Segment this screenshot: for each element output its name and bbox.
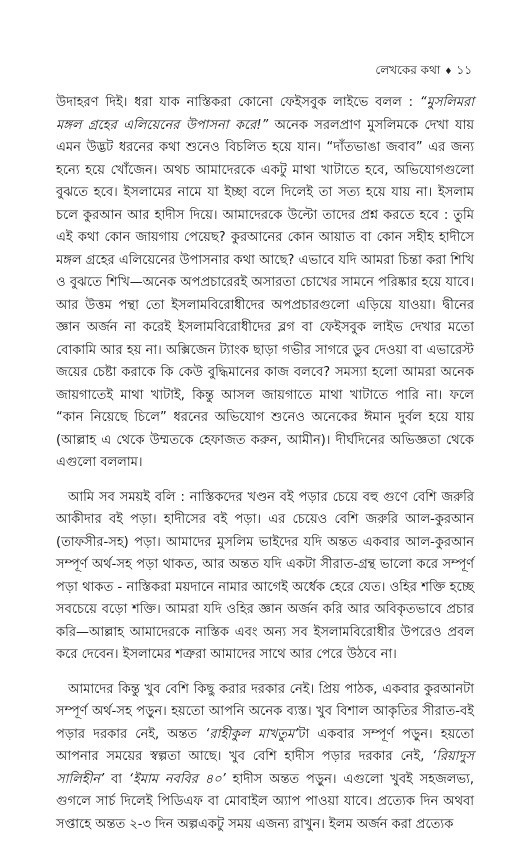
text-run: অনেক সরলপ্রাণ মুসলিমকে দেখা যায় এমন উদ্ভট ধরনের কথা শুনেও বিচলিত হয়ে যান। “দাঁতভাঙা জবাব” এর জন্য হন্যে হয়ে খোঁজেন। অথচ আমাদেরকে একটু মাথা খাটাতে হবে, অভিযোগগুলো বুঝতে হবে। ইসলামের নামে যা ইচ্ছা বলে দিলেই তা সত্য হয়ে যায় না। ইসলাম চলে কুরআন আর হাদীস দিয়ে। আমাদেরকে উল্টো তাদের প্রশ্ন করতে হবে : তুমি এই কথা কোন জায়গায় পেয়েছ? কুরআনের কোন আয়াত বা কোন সহীহ হাদীসে মঙ্গল গ্রহের এলিয়েনের উপাসনার কথা আছে? এভাবে যদি আমরা চিন্তা করা শিখি ও বুঝতে শিখি—অনেক অপপ্রচারেরই অসারতা চোখের সামনে পরিষ্কার হয়ে যাবে। আর উত্তম পন্থা তো ইসলামবিরোধীদের অপপ্রচারগুলো এড়িয়ে যাওয়া। দ্বীনের জ্ঞান অর্জন না করেই ইসলামবিরোধীদের ব্লগ বা ফেইসবুক লাইভ দেখার মতো বোকামি আর হয় না। অক্সিজেন ট্যাংক ছাড়া গভীর সাগরে ডুব দেওয়া বা এভারেস্ট জয়ের চেষ্টা করাকে কি কেউ বুদ্ধিমানের কাজ বলবে? সমস্যা হলো আমরা অনেক জায়গাতেই মাথা খাটাই, কিন্তু আসল জায়গাতে মাথা খাটাতে পারি না। ফলে “কান নিয়েছে চিলে” ধরনের অভিযোগ শুনেও অনেকের ঈমান দুর্বল হয়ে যায় (আল্লাহ এ থেকে উম্মতকে হেফাজত করুন, আমীন)। দীর্ঘদিনের অভিজ্ঞতা থেকে এগুলো বললাম। xyxy=(56,117,475,470)
text-run: হাদীস অন্তত পড়ুন। এগুলো খুবই সহজলভ্য, গুগলে সার্চ দিলেই পিডিএফ বা মোবাইল অ্যাপ পাওয়া যাবে। প্রত্যেক দিন অথবা সপ্তাহে অন্তত ২-৩ দিন অল্পএকটু সময় এজন্য রাখুন। ইলম অর্জন করা প্রত্যেক xyxy=(56,771,474,832)
chapter-title: লেখকের কথা xyxy=(375,63,441,77)
paragraph xyxy=(56,487,474,667)
text-run: বা xyxy=(104,771,129,787)
italic-quote: ‘ইমাম নববির ৪০’ xyxy=(128,771,226,787)
page-number: ১১ xyxy=(456,63,472,77)
paragraph xyxy=(56,679,474,837)
paragraph xyxy=(56,92,474,475)
text-run: আমি সব সময়ই বলি : নাস্তিকদের খণ্ডন বই পড়ার চেয়ে বহু গুণে বেশি জরুরি আকীদার বই পড়া। হাদীসের বই পড়া। এর চেয়েও বেশি জরুরি আল-কুরআন (তাফসীর-সহ) পড়া। আমাদের মুসলিম ভাইদের যদি অন্তত একবার আল-কুরআন সম্পূর্ণ অর্থ-সহ পড়া থাকত, আর অন্তত যদি একটা সীরাত-গ্রন্থ ভালো করে সম্পূর্ণ পড়া থাকত - নাস্তিকরা ময়দানে নামার আগেই অর্ধেক হেরে যেত। ওহির শক্তি হচ্ছে সবচেয়ে বড়ো শক্তি। আমরা যদি ওহির জ্ঞান অর্জন করি আর অবিকৃতভাবে প্রচার করি—আল্লাহ আমাদেরকে নাস্তিক এবং অন্য সব ইসলামবিরোধীর উপরেও প্রবল করে দেবেন। ইসলামের শত্রুরা আমাদের সাথে আর পেরে উঠবে না। xyxy=(56,489,474,662)
italic-quote: ‘রিয়াদুস সালিহীন’ xyxy=(56,749,474,787)
italic-quote: “মুসলিমরা মঙ্গল গ্রহের এলিয়েনের উপাসনা করে!” xyxy=(56,95,474,133)
italic-quote: ‘রাহীকুল মাখতুম’ xyxy=(205,726,299,742)
text-run: টা একবার সম্পূর্ণ পড়ুন। হয়তো আপনার সময়ের স্বল্পতা আছে। খুব বেশি হাদীস পড়ার দরকার নেই, xyxy=(56,726,474,764)
text-run: উদাহরণ দিই। ধরা যাক নাস্তিকরা কোনো ফেইসবুক লাইভে বলল : xyxy=(56,95,420,110)
running-header xyxy=(375,62,472,82)
body-text xyxy=(56,92,474,848)
diamond-separator-icon: ♦ xyxy=(444,67,453,77)
text-run: আমাদের কিন্তু খুব বেশি কিছু করার দরকার নেই। প্রিয় পাঠক, একবার কুরআনটা সম্পূর্ণ অর্থ-সহ পড়ুন। হয়তো আপনি অনেক ব্যস্ত। খুব বিশাল আকৃতির সীরাত-বই পড়ার দরকার নেই, অন্তত xyxy=(56,681,474,742)
